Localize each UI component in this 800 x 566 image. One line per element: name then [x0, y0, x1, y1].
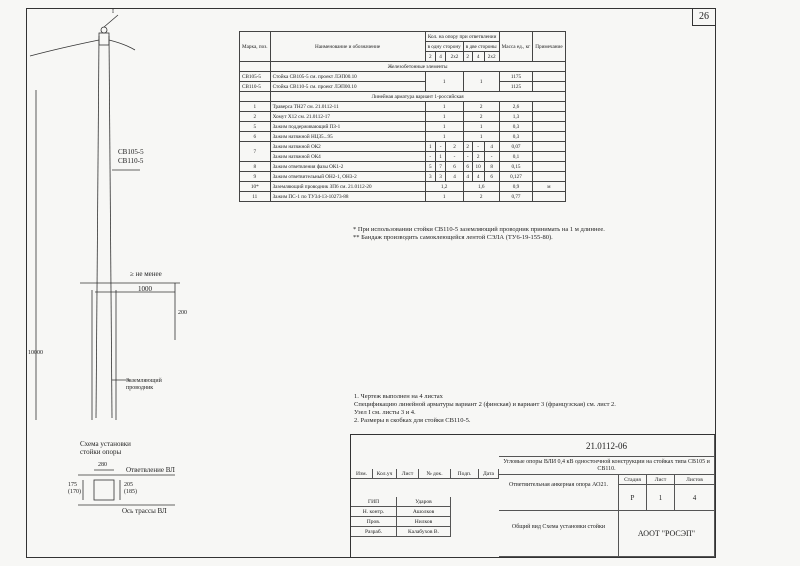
- doc-title: Угловые опоры ВЛИ 0,4 кВ одностоечной конструкции на стойках типа СВ105 и СВ110.: [499, 457, 715, 475]
- node-leader: [104, 15, 118, 27]
- pole-top-cap: [99, 33, 109, 45]
- spec-table: [239, 31, 566, 202]
- pole-outline-right: [109, 36, 112, 418]
- table-row: 11 Зажим ПС-1 по ТУ34-13-10273-88 1 2 0,77: [240, 192, 566, 202]
- col-two-sides: в две стороны: [463, 42, 499, 52]
- dim-170-label: (170): [68, 489, 81, 495]
- rev-header: Подп.: [451, 469, 479, 479]
- pole-outline-left: [96, 36, 99, 418]
- sub-col: 4: [435, 52, 445, 62]
- ground-label: Заземляющий проводник: [126, 378, 162, 391]
- sheet-label: Лист: [647, 475, 675, 485]
- sub-col: 2x2: [446, 52, 463, 62]
- person-name: Нилков: [397, 517, 451, 527]
- col-name: Наименование и обозначение: [270, 32, 425, 62]
- table-row: 8 Зажим ответвления фазы ОК1-2 5 7 6 6 10 8 0,15: [240, 162, 566, 172]
- rev-header: Изм.: [351, 469, 373, 479]
- doc-view: Общий вид Схема установки стойки: [499, 511, 619, 557]
- section-concrete: Железобетонные элементы: [270, 62, 565, 72]
- sub-col: 2x2: [484, 52, 499, 62]
- stage-label: Стадия: [619, 475, 647, 485]
- col-qty: Кол. на опору при ответвлении: [425, 32, 499, 42]
- rev-header: Дата: [479, 469, 499, 479]
- sheet-value: 1: [647, 485, 675, 511]
- note-2: ** Бандаж производить самоклеющейся лентой СЭЛА (ТУ6-19-155-80).: [353, 234, 553, 241]
- person-name: Ударов: [397, 497, 451, 507]
- rev-header: Лист: [397, 469, 419, 479]
- table-row: 9 Зажим ответвительный ОН2-1, ОН3-2 3 3 4 4 4 6 0,127: [240, 172, 566, 182]
- node-label: I: [112, 9, 114, 15]
- rev-header: Кол.уч: [373, 469, 397, 479]
- table-row: СВ105-5 Стойка СВ105-5 см. проект ЛЭП00.10 1 1 1175: [240, 72, 566, 82]
- dim-205-label: 205: [124, 482, 133, 488]
- rev-header: № док.: [419, 469, 451, 479]
- stage-value: Р: [619, 485, 647, 511]
- table-row: 6 Зажим натяжной НЦЗ5...95 1 1 0,3: [240, 132, 566, 142]
- person-role: Разраб.: [351, 527, 397, 537]
- section-fittings: Линейная арматура вариант 1-российская: [270, 92, 565, 102]
- dim-height: 10000: [28, 350, 43, 356]
- sub-col: 2: [463, 52, 472, 62]
- general-note-4: 2. Размеры в скобках для стойки СВ110-5.: [354, 417, 471, 424]
- dim-185-label: (185): [124, 489, 137, 495]
- page-number: 26: [692, 9, 715, 26]
- sub-col: 2: [425, 52, 435, 62]
- general-note-1: 1. Чертеж выполнен на 4 листах: [354, 393, 443, 400]
- person-name: Ашолков: [397, 507, 451, 517]
- table-row: 5 Зажим поддерживающий ПЗ-1 1 1 0,3: [240, 122, 566, 132]
- min-label: ≥ не менее: [130, 270, 162, 278]
- person-role: Пров.: [351, 517, 397, 527]
- table-row: 10* Заземляющий проводник ЗП6 см. 21.0112-20 1,2 1,6 0,9 м: [240, 182, 566, 192]
- note-1: * При использовании стойки СВ110-5 заземляющий проводник принимать на 1 м длиннее.: [353, 226, 605, 233]
- sheets-value: 4: [675, 485, 715, 511]
- wire-left: [30, 40, 99, 56]
- pole-label-105: СВ105-5: [118, 148, 144, 156]
- company: АООТ "РОСЭП": [619, 511, 715, 557]
- dim-1000: 1000: [138, 285, 152, 293]
- table-notes: [353, 226, 605, 242]
- dim-200: 200: [178, 310, 187, 316]
- title-block: [350, 434, 715, 557]
- wire-right: [109, 40, 135, 50]
- col-mark: Марка, поз.: [240, 32, 271, 62]
- dim-175-label: 175: [68, 482, 77, 488]
- node-circle: [101, 27, 107, 33]
- pole-label-110: СВ110-5: [118, 157, 144, 165]
- doc-number: 21.0112-06: [499, 435, 715, 457]
- general-note-3: Узел I см. листы 3 и 4.: [354, 409, 416, 416]
- table-row: 1 Траверса ТН27 см. 21.0112-11 1 2 2,6: [240, 102, 566, 112]
- col-mass: Масса ед., кг: [499, 32, 533, 62]
- general-notes: [354, 393, 616, 425]
- person-name: Калабухов В.: [397, 527, 451, 537]
- scheme-title: Схема установки стойки опоры: [80, 440, 131, 456]
- doc-subtitle: Ответвительная анкерная опора АО21.: [499, 475, 619, 511]
- general-note-2: Спецификацию линейной арматуры вариант 2 (финская) и вариант 3 (французская) см. лист 2.: [354, 401, 616, 408]
- branch-label: Ответвление ВЛ: [126, 466, 175, 474]
- table-row: 2 Хомут Х12 см. 21.0112-17 1 2 1,3: [240, 112, 566, 122]
- sub-col: 4: [472, 52, 484, 62]
- person-role: ГИП: [351, 497, 397, 507]
- dim-280-label: 280: [98, 462, 107, 468]
- person-role: Н. контр.: [351, 507, 397, 517]
- table-row: СВ110-5 Стойка СВ110-5 см. проект ЛЭП00.10 1125: [240, 82, 566, 92]
- table-row: Зажим натяжной ОК4 - 1 - - 2 - 0,1: [240, 152, 566, 162]
- sheets-label: Листов: [675, 475, 715, 485]
- axis-label: Ось трассы ВЛ: [122, 507, 167, 515]
- col-note: Примечание: [533, 32, 565, 62]
- scheme-pole: [94, 480, 114, 500]
- col-one-side: в одну сторону: [425, 42, 463, 52]
- table-row: 7 Зажим натяжной ОК2 1 - 2 2 - 4 0,07: [240, 142, 566, 152]
